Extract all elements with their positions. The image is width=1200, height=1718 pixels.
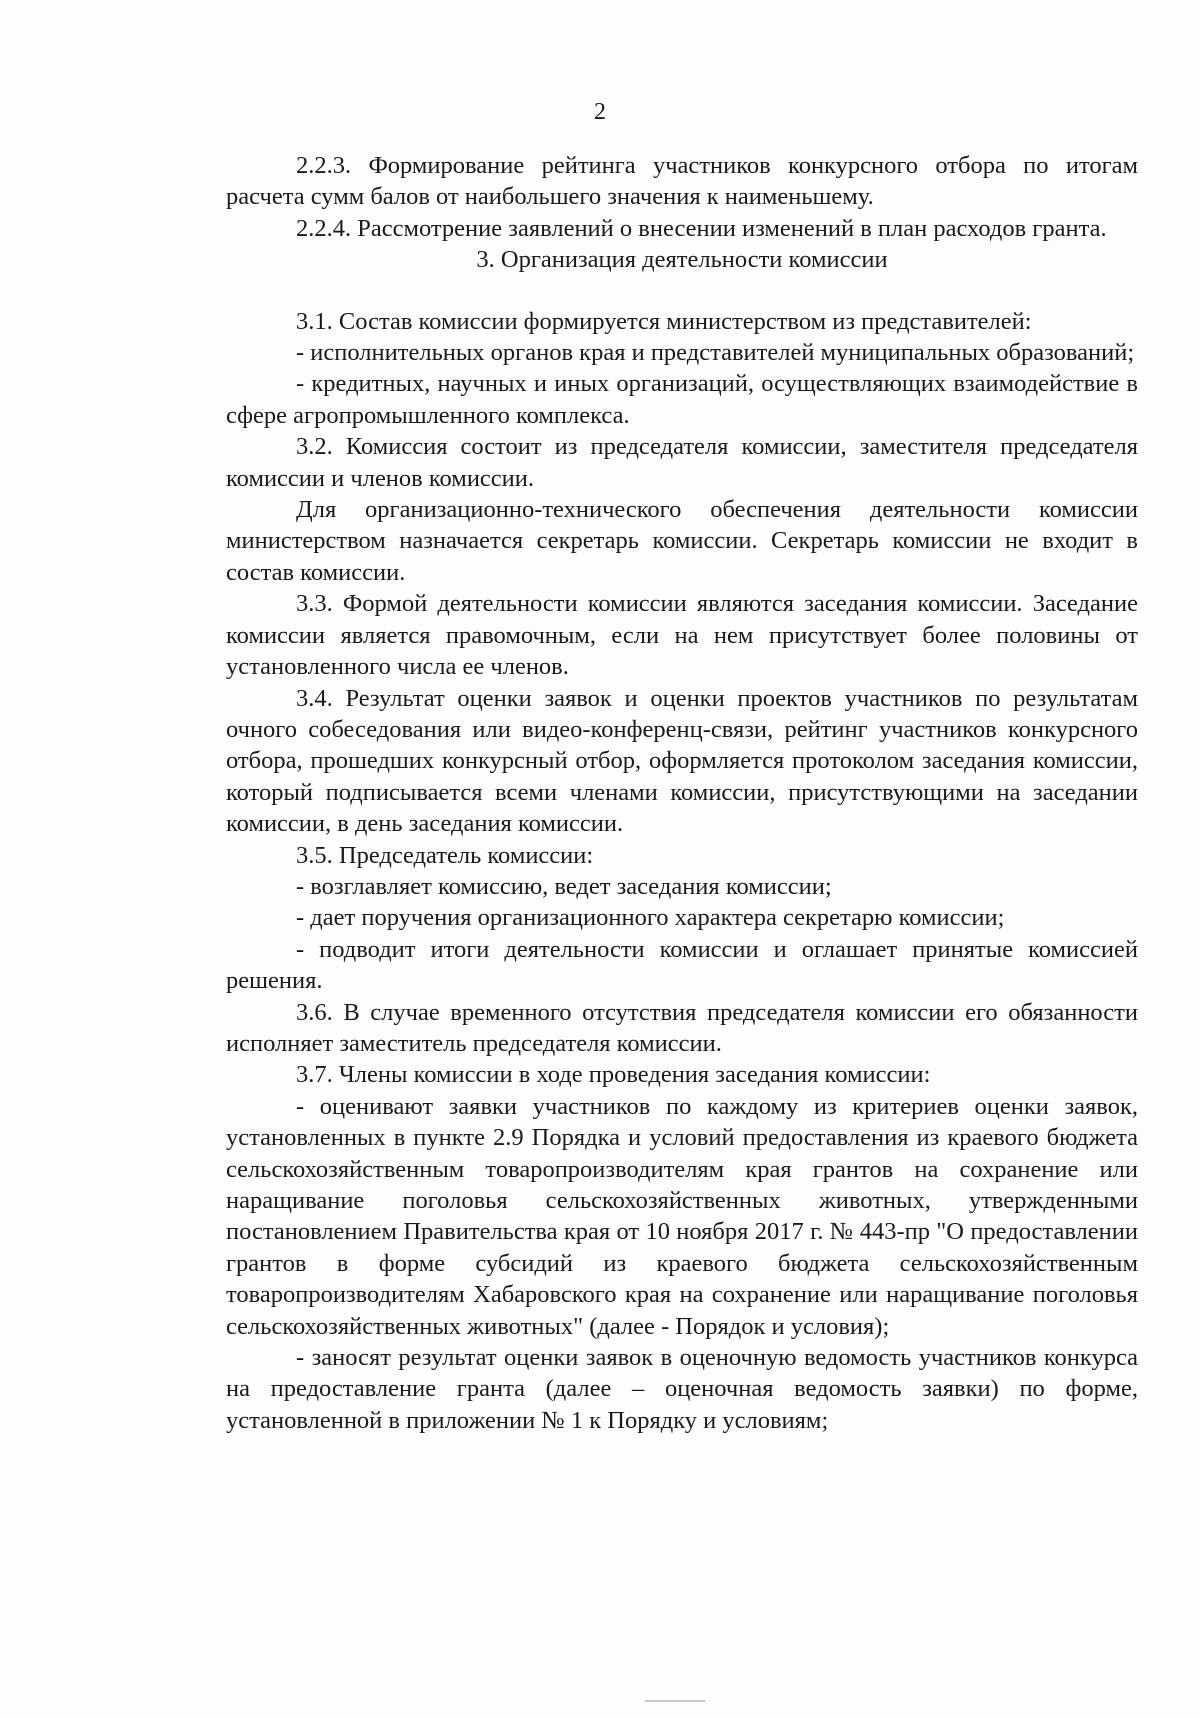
paragraph-2-2-4: 2.2.4. Рассмотрение заявлений о внесении изменений в план расходов гранта. xyxy=(296,214,1107,242)
paragraph-3-4: 3.4. Результат оценки заявок и оценки проектов участников по результатам очного собеседования или видео-конференц-связи, рейтинг участников конкурсного отбора, прошедших конкурсный отбор, оформляется протоколом заседания комиссии, который подписывается всеми членами комиссии, присутствующими на заседании комиссии, в день заседания комиссии. xyxy=(226,684,1138,838)
paragraph-2-2-3: 2.2.3. Формирование рейтинга участников конкурсного отбора по итогам расчета сумм балов от наибольшего значения к наименьшему. xyxy=(226,152,1138,211)
list-item-executive-bodies: - исполнительных органов края и представителей муниципальных образований; xyxy=(296,339,1135,367)
paragraph-3-3: 3.3. Формой деятельности комиссии являются заседания комиссии. Заседание комиссии является правомочным, если на нем присутствует более половины от установленного числа ее членов. xyxy=(226,590,1138,681)
page-number: 2 xyxy=(594,99,606,125)
document-body xyxy=(226,150,1138,1436)
paragraph-3-1: 3.1. Состав комиссии формируется министерством из представителей: xyxy=(296,307,1032,335)
paragraph-3-2: 3.2. Комиссия состоит из председателя комиссии, заместителя председателя комиссии и членов комиссии. xyxy=(226,433,1138,492)
paragraph-3-6: 3.6. В случае временного отсутствия председателя комиссии его обязанности исполняет заместитель председателя комиссии. xyxy=(226,998,1138,1057)
paragraph-3-7: 3.7. Члены комиссии в ходе проведения заседания комиссии: xyxy=(296,1061,931,1089)
paragraph-3-5: 3.5. Председатель комиссии: xyxy=(296,841,594,869)
scan-artifact-line xyxy=(645,1700,705,1702)
list-item-organizations: - кредитных, научных и иных организаций, осуществляющих взаимодействие в сфере агропромышленного комплекса. xyxy=(226,370,1138,429)
section-heading: 3. Организация деятельности комиссии xyxy=(476,246,888,274)
list-item-leads-commission: - возглавляет комиссию, ведет заседания комиссии; xyxy=(296,872,832,900)
list-item-gives-instructions: - дает поручения организационного характера секретарю комиссии; xyxy=(296,904,1005,932)
list-item-evaluate-applications: - оценивают заявки участников по каждому из критериев оценки заявок, установленных в пункте 2.9 Порядка и условий предоставления из краевого бюджета сельскохозяйственным товаропроизводителям края грантов на сохранение или наращивание поголовья сельскохозяйственных животных, утвержденными постановлением Правительства края от 10 ноября 2017 г. № 443-пр "О предоставлении грантов в форме субсидий из краевого бюджета сельскохозяйственным товаропроизводителям Хабаровского края на сохранение или наращивание поголовья сельскохозяйственных животных" (далее - Порядок и условия); xyxy=(226,1092,1138,1340)
list-item-sums-up-results: - подводит итоги деятельности комиссии и оглашает принятые комиссией решения. xyxy=(226,935,1138,995)
paragraph-secretary: Для организационно-технического обеспечения деятельности комиссии министерством назначается секретарь комиссии. Секретарь комиссии не входит в состав комиссии. xyxy=(226,496,1138,586)
list-item-record-results: - заносят результат оценки заявок в оценочную ведомость участников конкурса на предоставление гранта (далее – оценочная ведомость заявки) по форме, установленной в приложении № 1 к Порядку и условиям; xyxy=(226,1344,1138,1434)
